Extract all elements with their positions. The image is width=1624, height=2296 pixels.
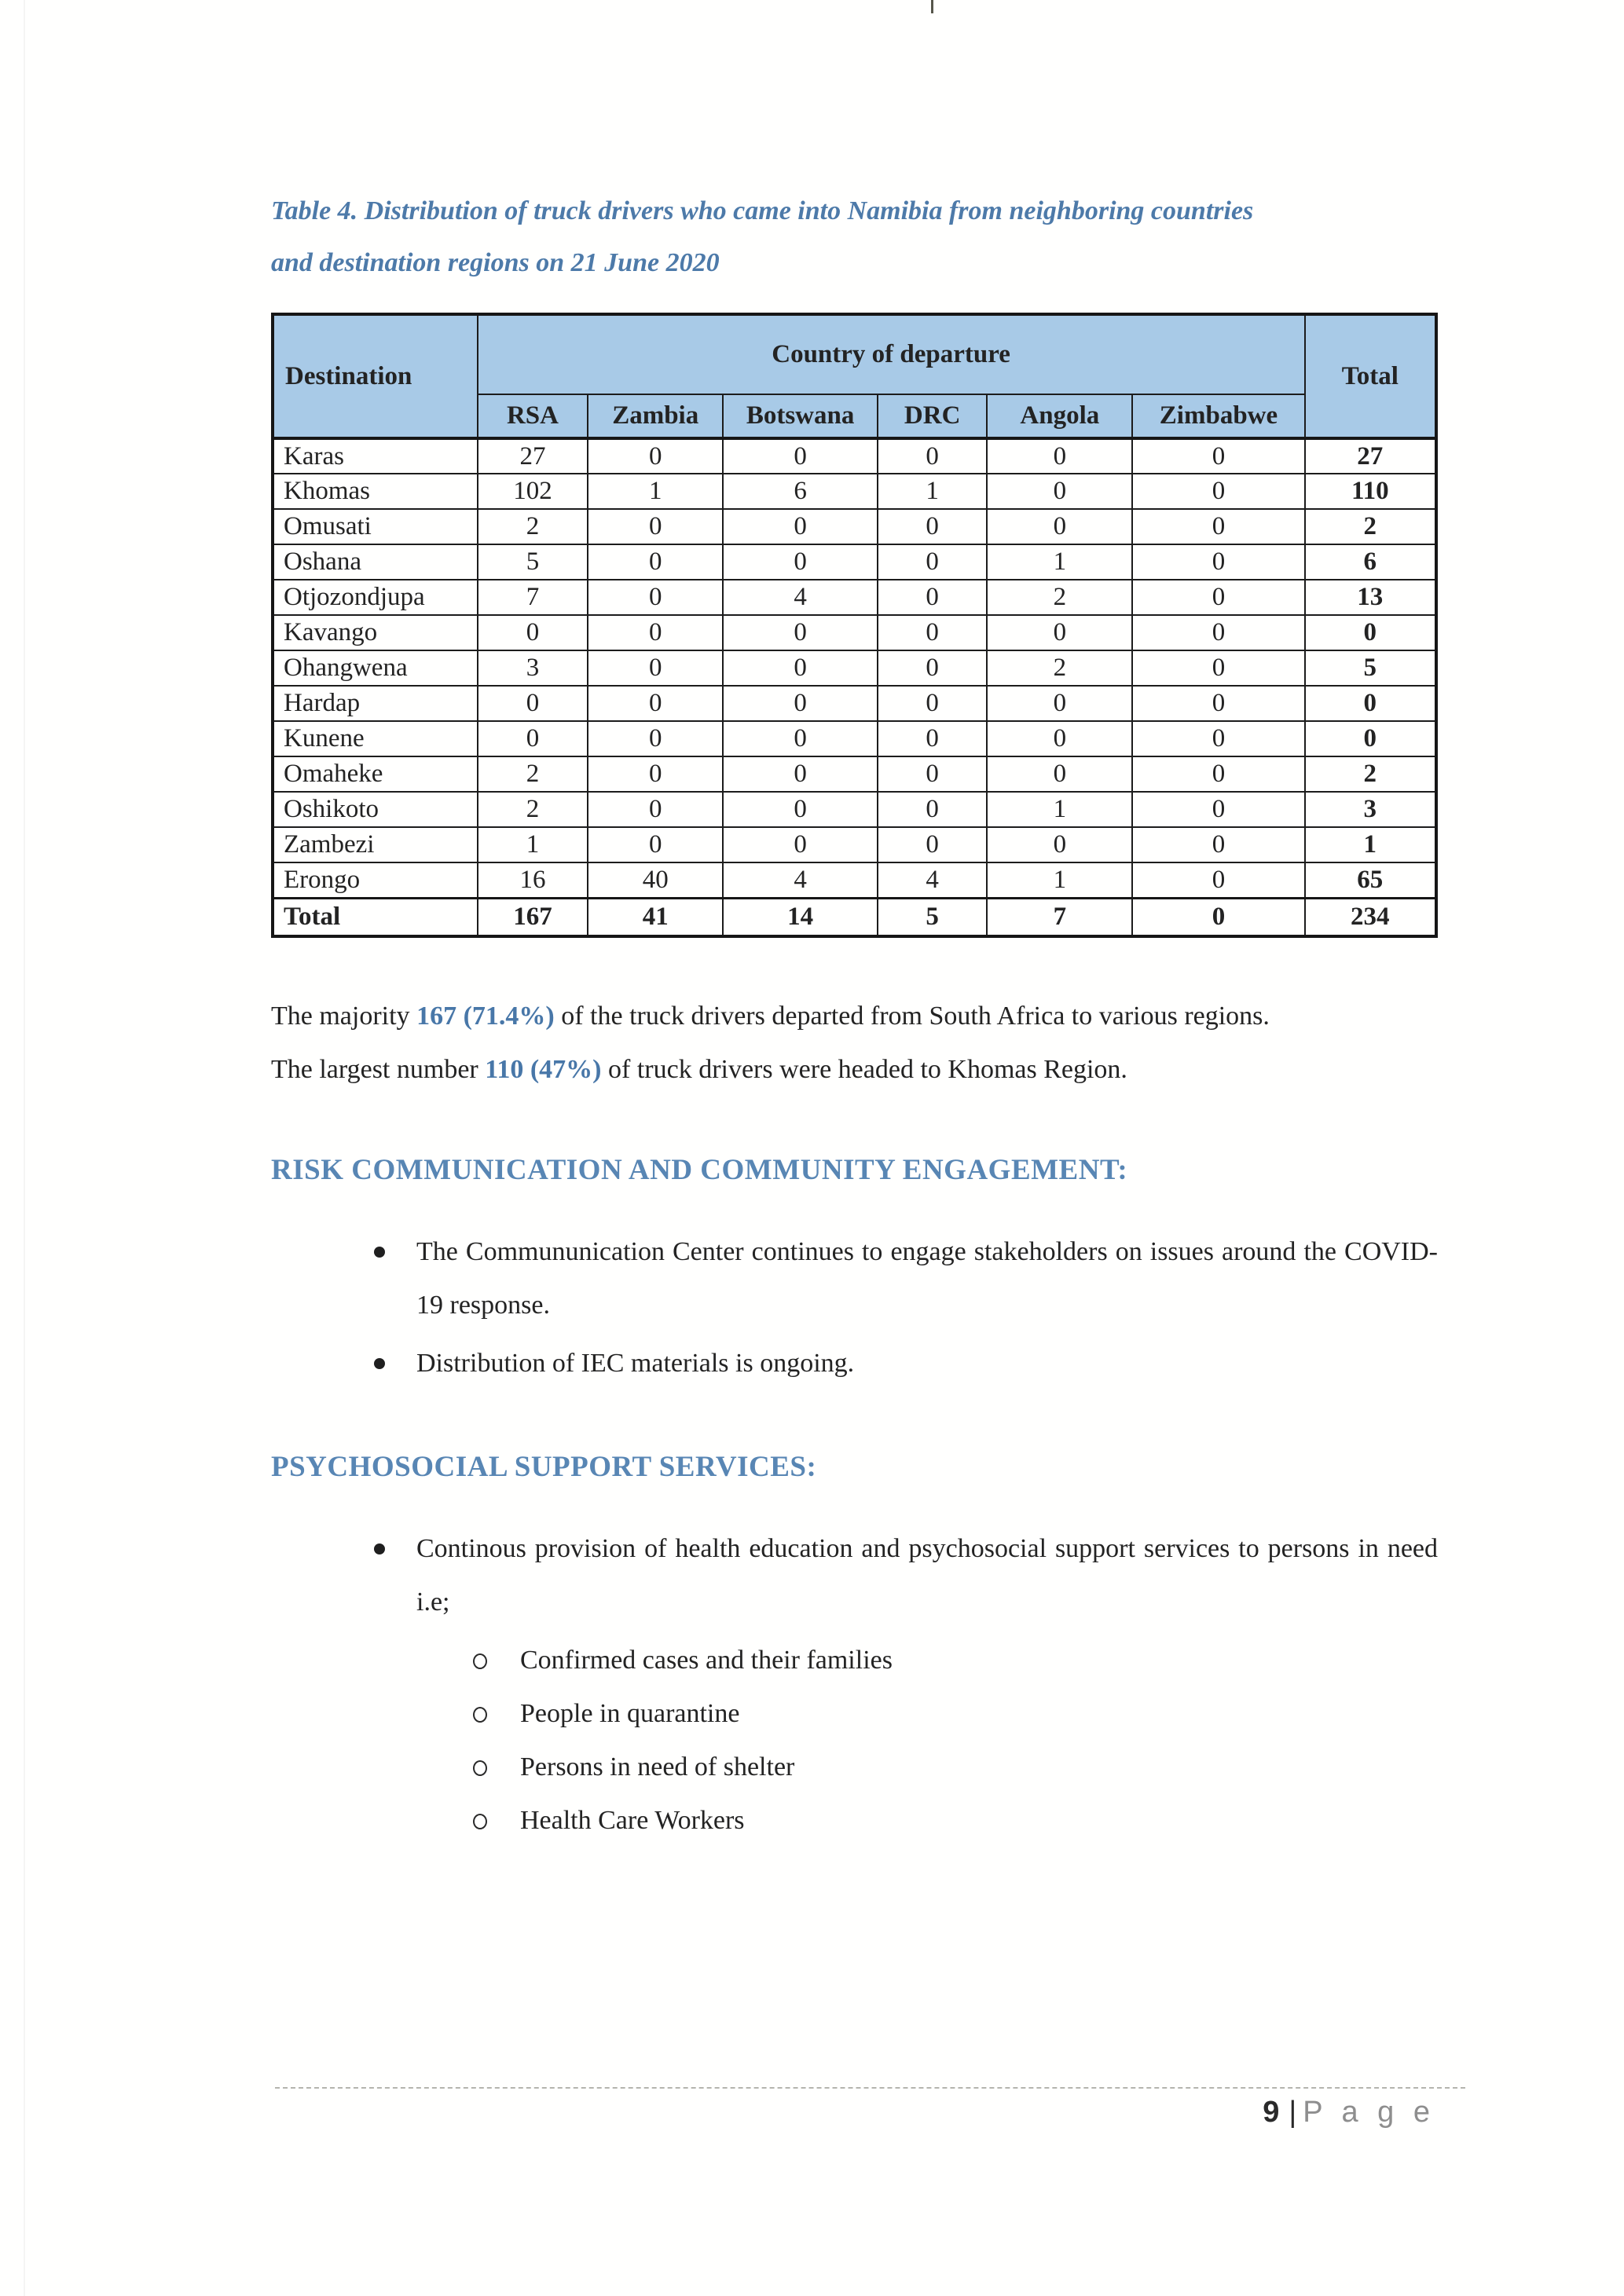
destination-cell: Total [273,898,478,936]
row-total-cell: 65 [1305,862,1436,898]
row-total-cell: 110 [1305,474,1436,509]
value-cell-zimbabwe: 0 [1132,898,1304,936]
value-cell-botswana: 0 [723,686,878,721]
value-cell-drc: 4 [878,862,987,898]
circle-bullet-icon [473,1707,487,1723]
destination-cell: Otjozondjupa [273,580,478,615]
value-cell-zambia: 0 [588,756,723,792]
destination-cell: Oshana [273,544,478,580]
destination-cell: Omusati [273,509,478,544]
scan-artifact-mark [931,0,933,13]
destination-cell: Erongo [273,862,478,898]
row-total-cell: 3 [1305,792,1436,827]
row-total-cell: 2 [1305,756,1436,792]
value-cell-angola: 0 [987,686,1132,721]
value-cell-rsa: 27 [478,438,588,474]
sections-container [271,1152,1438,1847]
sub-bullet-text: Health Care Workers [520,1806,745,1835]
value-cell-zimbabwe: 0 [1132,474,1304,509]
col-header-angola: Angola [987,394,1132,438]
value-cell-angola: 2 [987,650,1132,686]
bullet-list-risk-communication [271,1225,1438,1390]
page-number-footer [1263,2096,1435,2129]
sub-bullet-text: Confirmed cases and their families [520,1646,893,1675]
col-header-drc: DRC [878,394,987,438]
table-row [273,438,1436,474]
value-cell-drc: 0 [878,827,987,862]
value-cell-rsa: 16 [478,862,588,898]
destination-cell: Oshikoto [273,792,478,827]
value-cell-zambia: 0 [588,792,723,827]
value-cell-botswana: 0 [723,650,878,686]
table-row [273,827,1436,862]
destination-cell: Karas [273,438,478,474]
value-cell-zimbabwe: 0 [1132,615,1304,650]
row-total-cell: 2 [1305,509,1436,544]
bullet-text: The Commununication Center continues to engage stakeholders on issues around the COVID-19 response. [416,1237,1438,1320]
value-cell-rsa: 167 [478,898,588,936]
summary-sentence-2 [271,1043,1438,1097]
table-row [273,862,1436,898]
value-cell-drc: 0 [878,580,987,615]
col-header-country-of-departure: Country of departure [478,314,1305,394]
destination-cell: Hardap [273,686,478,721]
value-cell-angola: 0 [987,827,1132,862]
value-cell-zimbabwe: 0 [1132,862,1304,898]
highlight-statistic: 167 (71.4%) [416,1002,555,1031]
value-cell-drc: 5 [878,898,987,936]
sub-bullet-item [271,1634,1438,1687]
truck-drivers-table [271,313,1438,938]
row-total-cell: 0 [1305,615,1436,650]
value-cell-drc: 0 [878,509,987,544]
scan-edge-line [24,0,25,2296]
row-total-cell: 1 [1305,827,1436,862]
destination-cell: Kavango [273,615,478,650]
value-cell-botswana: 0 [723,792,878,827]
col-header-rsa: RSA [478,394,588,438]
value-cell-zambia: 0 [588,615,723,650]
bullet-list-psychosocial-support [271,1522,1438,1847]
value-cell-rsa: 3 [478,650,588,686]
col-header-destination: Destination [273,314,478,438]
value-cell-botswana: 0 [723,509,878,544]
value-cell-botswana: 0 [723,544,878,580]
value-cell-angola: 0 [987,615,1132,650]
value-cell-angola: 0 [987,721,1132,756]
highlight-statistic: 110 (47%) [485,1055,602,1084]
value-cell-zimbabwe: 0 [1132,438,1304,474]
page-number-separator: | [1289,2096,1297,2129]
col-header-zambia: Zambia [588,394,723,438]
table-row [273,544,1436,580]
circle-bullet-icon [473,1814,487,1829]
value-cell-zimbabwe: 0 [1132,650,1304,686]
value-cell-drc: 1 [878,474,987,509]
summary-paragraph [271,990,1438,1097]
bullet-dot-icon [374,1247,385,1258]
value-cell-drc: 0 [878,615,987,650]
col-header-total: Total [1305,314,1436,438]
row-total-cell: 234 [1305,898,1436,936]
value-cell-zambia: 0 [588,544,723,580]
value-cell-zimbabwe: 0 [1132,686,1304,721]
value-cell-botswana: 4 [723,580,878,615]
sub-bullet-item [271,1687,1438,1741]
value-cell-angola: 2 [987,580,1132,615]
value-cell-drc: 0 [878,544,987,580]
row-total-cell: 0 [1305,721,1436,756]
bullet-item [271,1337,1438,1390]
value-cell-drc: 0 [878,650,987,686]
page-number: 9 [1263,2096,1280,2129]
circle-bullet-icon [473,1653,487,1669]
table-row [273,756,1436,792]
bullet-item [271,1225,1438,1332]
value-cell-botswana: 0 [723,827,878,862]
value-cell-drc: 0 [878,438,987,474]
table-row [273,792,1436,827]
bullet-item [271,1522,1438,1629]
footer-divider [275,2087,1465,2089]
destination-cell: Ohangwena [273,650,478,686]
value-cell-zambia: 0 [588,580,723,615]
summary-text: The largest number [271,1055,486,1084]
value-cell-rsa: 5 [478,544,588,580]
value-cell-angola: 1 [987,862,1132,898]
row-total-cell: 0 [1305,686,1436,721]
value-cell-angola: 1 [987,792,1132,827]
summary-text: of truck drivers were headed to Khomas Region. [601,1055,1127,1084]
summary-sentence-1 [271,990,1438,1043]
value-cell-rsa: 7 [478,580,588,615]
row-total-cell: 5 [1305,650,1436,686]
value-cell-botswana: 0 [723,615,878,650]
table-row [273,474,1436,509]
row-total-cell: 6 [1305,544,1436,580]
value-cell-rsa: 2 [478,756,588,792]
value-cell-botswana: 0 [723,438,878,474]
value-cell-rsa: 0 [478,615,588,650]
value-cell-zambia: 0 [588,438,723,474]
value-cell-angola: 0 [987,438,1132,474]
value-cell-drc: 0 [878,756,987,792]
bullet-dot-icon [374,1358,385,1369]
summary-text: The majority [271,1002,417,1031]
table-row [273,721,1436,756]
sub-bullet-text: Persons in need of shelter [520,1752,795,1782]
value-cell-drc: 0 [878,792,987,827]
value-cell-drc: 0 [878,686,987,721]
value-cell-zambia: 0 [588,509,723,544]
value-cell-rsa: 1 [478,827,588,862]
table-header-row-1 [273,314,1436,394]
row-total-cell: 13 [1305,580,1436,615]
value-cell-botswana: 14 [723,898,878,936]
value-cell-rsa: 0 [478,686,588,721]
value-cell-zimbabwe: 0 [1132,544,1304,580]
value-cell-drc: 0 [878,721,987,756]
bullet-dot-icon [374,1543,385,1554]
section-heading-psychosocial-support: PSYCHOSOCIAL SUPPORT SERVICES: [271,1451,817,1483]
table-caption [271,185,1438,289]
row-total-cell: 27 [1305,438,1436,474]
value-cell-zimbabwe: 0 [1132,756,1304,792]
table-row [273,509,1436,544]
bullet-text: Continous provision of health education and psychosocial support services to persons in need i.e; [416,1534,1438,1617]
table-caption-line1: Table 4. Distribution of truck drivers who came into Namibia from neighboring countries [271,196,1254,225]
value-cell-angola: 7 [987,898,1132,936]
value-cell-angola: 0 [987,756,1132,792]
section-heading-risk-communication: RISK COMMUNICATION AND COMMUNITY ENGAGEMENT: [271,1154,1128,1186]
value-cell-zambia: 0 [588,721,723,756]
table-row [273,686,1436,721]
value-cell-zambia: 0 [588,827,723,862]
value-cell-zambia: 40 [588,862,723,898]
table-row [273,580,1436,615]
sub-bullet-text: People in quarantine [520,1699,740,1728]
value-cell-botswana: 0 [723,756,878,792]
value-cell-zimbabwe: 0 [1132,827,1304,862]
destination-cell: Zambezi [273,827,478,862]
value-cell-zambia: 41 [588,898,723,936]
table-row [273,650,1436,686]
value-cell-rsa: 0 [478,721,588,756]
value-cell-botswana: 0 [723,721,878,756]
destination-cell: Khomas [273,474,478,509]
table-row [273,615,1436,650]
value-cell-angola: 0 [987,474,1132,509]
value-cell-zambia: 0 [588,686,723,721]
value-cell-zambia: 0 [588,650,723,686]
value-cell-zimbabwe: 0 [1132,580,1304,615]
value-cell-zimbabwe: 0 [1132,792,1304,827]
value-cell-angola: 0 [987,509,1132,544]
destination-cell: Kunene [273,721,478,756]
value-cell-angola: 1 [987,544,1132,580]
value-cell-rsa: 2 [478,792,588,827]
sub-bullet-item [271,1794,1438,1847]
table-total-row [273,898,1436,936]
destination-cell: Omaheke [273,756,478,792]
value-cell-botswana: 6 [723,474,878,509]
sub-bullet-item [271,1741,1438,1794]
col-header-zimbabwe: Zimbabwe [1132,394,1304,438]
bullet-text: Distribution of IEC materials is ongoing. [416,1349,855,1378]
circle-bullet-icon [473,1760,487,1776]
col-header-botswana: Botswana [723,394,878,438]
page-word: P a g e [1303,2096,1435,2129]
summary-text: of the truck drivers departed from South Africa to various regions. [554,1002,1270,1031]
value-cell-rsa: 2 [478,509,588,544]
table-caption-line2: and destination regions on 21 June 2020 [271,248,720,277]
value-cell-zambia: 1 [588,474,723,509]
value-cell-zimbabwe: 0 [1132,509,1304,544]
value-cell-botswana: 4 [723,862,878,898]
value-cell-rsa: 102 [478,474,588,509]
value-cell-zimbabwe: 0 [1132,721,1304,756]
